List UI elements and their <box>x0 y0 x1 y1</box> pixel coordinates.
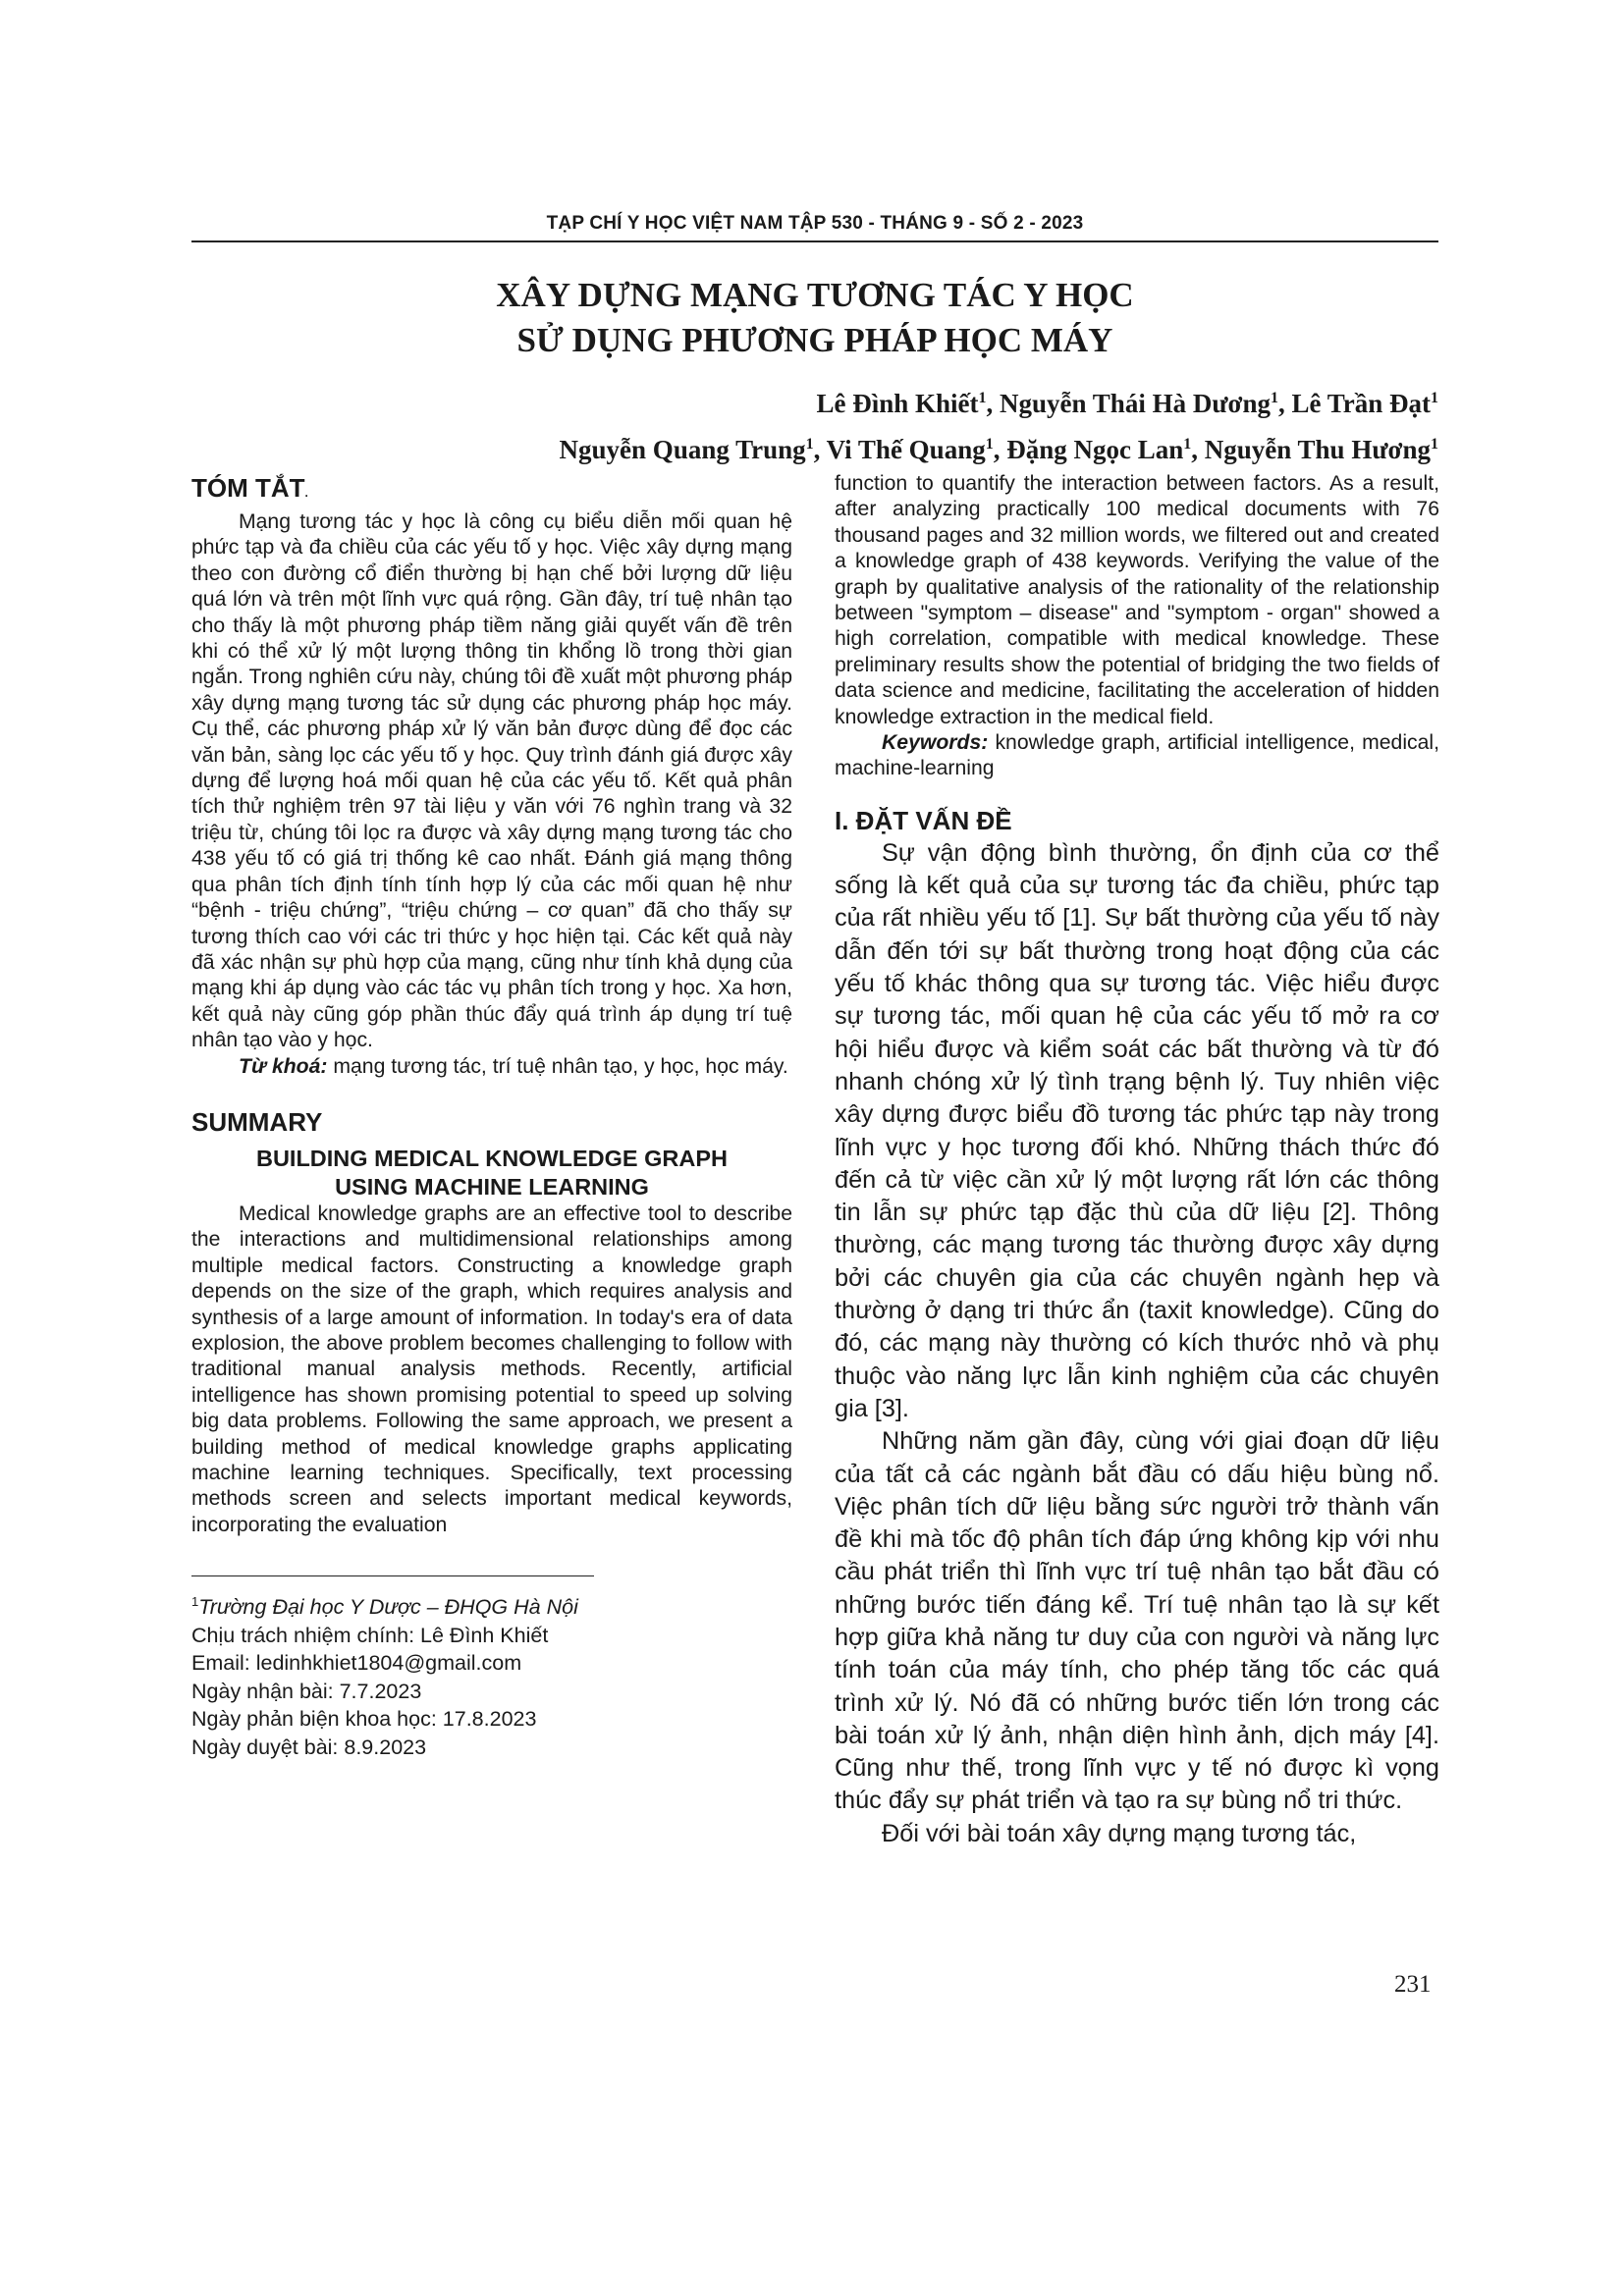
header-rule <box>191 240 1438 242</box>
footnote-email: Email: ledinhkhiet1804@gmail.com <box>191 1651 522 1676</box>
author-name: Nguyễn Thu Hương <box>1204 435 1431 464</box>
author-affil-sup: 1 <box>805 436 814 453</box>
author-affil-sup: 1 <box>1431 390 1438 406</box>
section-1-paragraph-1: Sự vận động bình thường, ổn định của cơ thể sống là kết quả của sự tương tác đa chiều, phức tạp của rất nhiều yếu tố [1]. Sự bất thường của yếu tố này dẫn đến tới sự bất thường trong hoạt động của các yếu tố khác thông qua sự tương tác. Việc hiểu được sự tương tác, mối quan hệ của các yếu tố mở ra cơ hội hiểu được và kiểm soát các bất thường và từ đó nhanh chóng xử lý tình trạng bệnh lý. Tuy nhiên việc xây dựng được biểu đồ tương tác phức tạp này trong lĩnh vực y học tương đối khó. Những thách thức đó đến cả từ việc cần xử lý một lượng rất lớn các thông tin lẫn sự phức tạp đặc thù của dữ liệu [2]. Thông thường, các mạng tương tác thường được xây dựng bởi các chuyên gia của các chuyên ngành hẹp và thường ở dạng tri thức ẩn (taxit knowledge). Cũng do đó, các mạng này thường có kích thước nhỏ và phụ thuộc vào năng lực lẫn kinh nghiệm của các chuyên gia [3]. <box>835 838 1439 1422</box>
summary-subtitle-line-1: BUILDING MEDICAL KNOWLEDGE GRAPH <box>255 1145 728 1171</box>
keywords-label: Từ khoá: <box>239 1054 328 1078</box>
footnote-received: Ngày nhận bài: 7.7.2023 <box>191 1679 422 1703</box>
author-affil-sup: 1 <box>1271 390 1278 406</box>
author-name: Lê Đình Khiết <box>816 389 979 418</box>
author-sep: , <box>813 435 827 464</box>
footnote-accepted: Ngày duyệt bài: 8.9.2023 <box>191 1735 427 1759</box>
author-sep: , <box>986 389 1001 418</box>
summary-body-part-2: function to quantify the interaction between factors. As a result, after analyzing practically 100 medical documents with 76 thousand pages and 32 million words, we filtered out and created a knowledge graph of 438 keywords. Verifying the value of the graph by qualitative analysis of the rationality of the relationship between "symptom – disease" and "symptom - organ" showed a high correlation, compatible with medical knowledge. These preliminary results show the potential of bridging the two fields of data science and medicine, facilitating the acceleration of hidden knowledge extraction in the medical field. <box>835 472 1439 728</box>
author-affil-sup: 1 <box>978 390 987 406</box>
section-1-paragraph-2: Những năm gần đây, cùng với giai đoạn dữ liệu của tất cả các ngành bắt đầu có dấu hiệu bùng nổ. Việc phân tích dữ liệu bằng sức người trở thành vấn đề khi mà tốc độ phân tích đáp ứng không kịp với nhu cầu phát triển thì lĩnh vực trí tuệ nhân tạo bắt đầu có những bước tiến đáng kể. Trí tuệ nhân tạo là sự kết hợp giữa khả năng tư duy của con người và năng lực tính toán của máy tính, cho phép tăng tốc các quá trình xử lý. Nó đã có những bước tiến lớn trong các bài toán xử lý ảnh, nhận diện hình ảnh, dịch máy [4]. Cũng như thế, trong lĩnh vực y tế nó được kì vọng thúc đẩy sự phát triển và tạo ra sự bùng nổ tri thức. <box>835 1427 1439 1815</box>
footnote-responsible: Chịu trách nhiệm chính: Lê Đình Khiết <box>191 1623 549 1647</box>
author-name: Đặng Ngọc Lan <box>1006 435 1184 464</box>
left-column <box>191 471 792 1761</box>
author-affil-sup: 1 <box>1431 436 1438 453</box>
author-sep: , <box>993 435 1007 464</box>
keywords-text: mạng tương tác, trí tuệ nhân tạo, y học, học máy. <box>327 1054 788 1078</box>
abstract-vi-body: Mạng tương tác y học là công cụ biểu diễn mối quan hệ phức tạp và đa chiều của các yếu tố y học. Việc xây dựng mạng theo con đường cổ điển thường bị hạn chế bởi lượng dữ liệu quá lớn và trên một lĩnh vực quá rộng. Gần đây, trí tuệ nhân tạo cho thấy là một phương pháp tiềm năng giải quyết vấn đề trên khi có thể xử lý một lượng thông tin khổng lồ trong thời gian ngắn. Trong nghiên cứu này, chúng tôi đề xuất một phương pháp xây dựng mạng tương tác sử dụng các phương pháp học máy. Cụ thể, các phương pháp xử lý văn bản được dùng để đọc các văn bản, sàng lọc các yếu tố y học. Quy trình đánh giá được xây dựng để lượng hoá mối quan hệ của các yếu tố. Kết quả phân tích thử nghiệm trên 97 tài liệu y văn với 76 nghìn trang và 32 triệu từ, chúng tôi lọc ra được và xây dựng mạng tương tác cho 438 yếu tố có giá trị thống kê cao nhất. Đánh giá mạng thông qua phân tích định tính tính hợp lý của các mối quan hệ như “bệnh - triệu chứng”, “triệu chứng – cơ quan” đã cho thấy sự tương thích cao với các tri thức y học hiện tại. Các kết quả này đã xác nhận sự phù hợp của mạng, cũng như tính khả dụng của mạng khi áp dụng vào các tác vụ phân tích trong y học. Xa hơn, kết quả này cũng góp phần thúc đẩy quá trình áp dụng trí tuệ nhân tạo vào y học. <box>191 510 792 1052</box>
footnote-affiliation: $^1$Trường Đại học Y Dược – ĐHQG Hà Nội <box>191 1594 578 1620</box>
page-number: 231 <box>1394 1971 1432 1998</box>
article-title <box>191 273 1438 363</box>
author-name: Nguyễn Quang Trung <box>559 435 806 464</box>
title-line-1: XÂY DỰNG MẠNG TƯƠNG TÁC Y HỌC <box>496 276 1134 314</box>
right-column <box>835 471 1439 1850</box>
summary-subtitle <box>191 1145 792 1201</box>
summary-keywords <box>835 730 1439 782</box>
footnote-rule <box>191 1575 594 1576</box>
keywords-label: Keywords: <box>882 731 989 755</box>
section-1-paragraph-3: Đối với bài toán xây dựng mạng tương tác, <box>882 1819 1357 1847</box>
author-name: Lê Trần Đạt <box>1291 389 1431 418</box>
footnote-reviewed: Ngày phản biện khoa học: 17.8.2023 <box>191 1707 537 1732</box>
author-affil-sup: 1 <box>1183 436 1192 453</box>
author-sep: , <box>1278 389 1292 418</box>
author-name: Nguyễn Thái Hà Dương <box>1000 389 1271 418</box>
author-affil-sup: 1 <box>985 436 994 453</box>
author-sep: , <box>1191 435 1205 464</box>
author-list <box>191 378 1438 470</box>
author-name: Vi Thế Quang <box>826 435 986 464</box>
title-line-2: SỬ DỤNG PHƯƠNG PHÁP HỌC MÁY <box>516 321 1113 359</box>
summary-heading: SUMMARY <box>191 1106 323 1137</box>
author-line-1 <box>191 378 1438 424</box>
summary-body-part-1: Medical knowledge graphs are an effective tool to describe the interactions and multidimensional relationships among multiple medical factors. Constructing a knowledge graph depends on the size of the graph, which requires analysis and synthesis of a large amount of information. In today's era of data explosion, the above problem becomes challenging to follow with traditional manual analysis methods. Recently, artificial intelligence has shown promising potential to speed up solving big data problems. Following the same approach, we present a building method of medical knowledge graphs applicating machine learning techniques. Specifically, text processing methods screen and selects important medical keywords, incorporating the evaluation <box>191 1201 792 1536</box>
section-1-heading: I. ĐẶT VẤN ĐỀ <box>835 805 1012 835</box>
keywords-text: knowledge graph, artificial intelligence, medical, machine-learning <box>835 731 1439 780</box>
abstract-vi-keywords <box>191 1054 792 1080</box>
author-line-2 <box>191 424 1438 470</box>
summary-subtitle-line-2: USING MACHINE LEARNING <box>335 1173 649 1200</box>
journal-header: TẠP CHÍ Y HỌC VIỆT NAM TẬP 530 - THÁNG 9 - SỐ 2 - 2023 <box>546 213 1084 234</box>
abstract-vi-heading: TÓM TẮT. <box>191 473 308 503</box>
